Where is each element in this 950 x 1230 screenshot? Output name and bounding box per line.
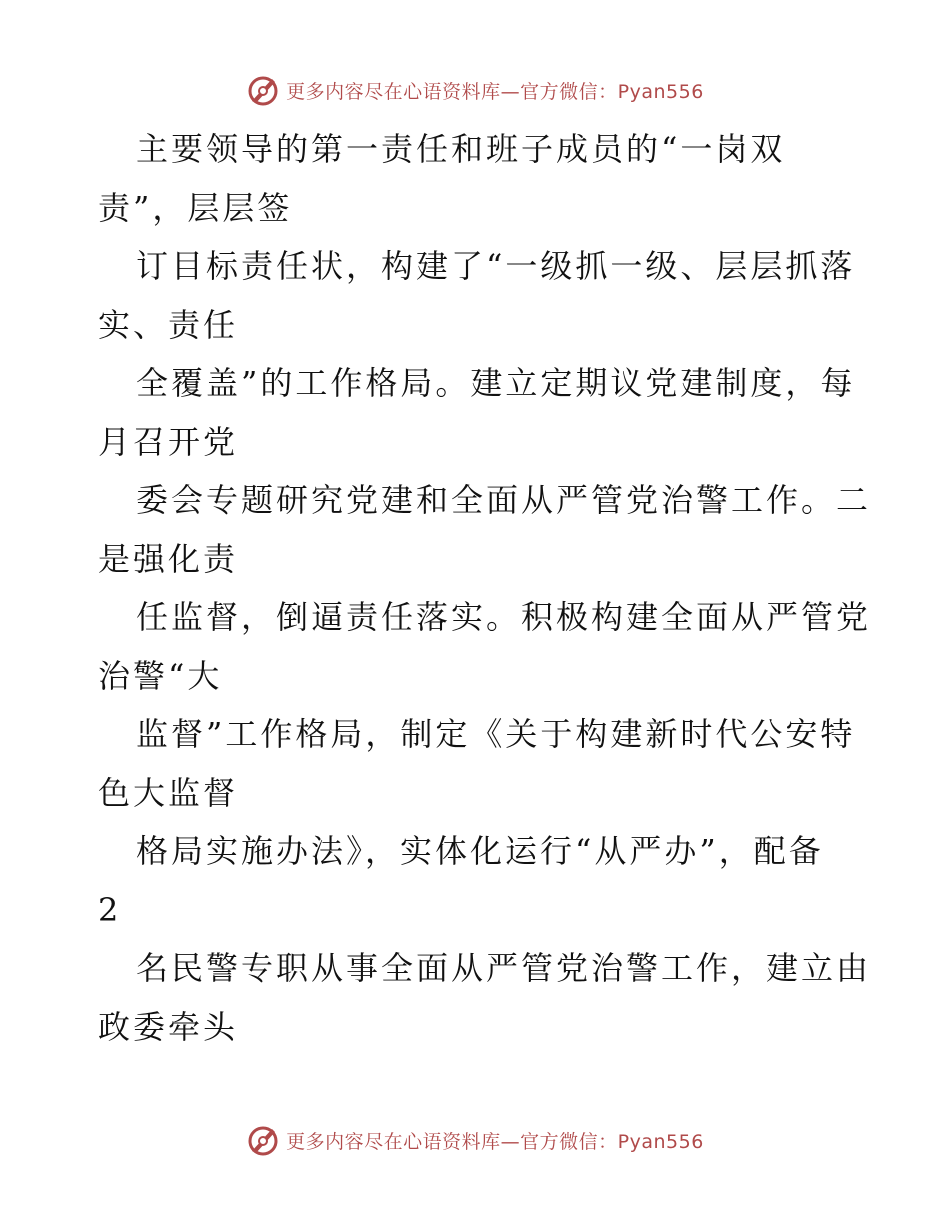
text-line: 是强化责 [98, 539, 239, 578]
quill-logo-icon [246, 73, 280, 107]
header-watermark-text: 更多内容尽在心语资料库—官方微信：Pyan556 [286, 80, 704, 103]
text-line: 名民警专职从事全面从严管党治警工作，建立由 [136, 949, 872, 987]
text-line: 实、责任 [98, 305, 239, 344]
quill-logo-icon [246, 1123, 280, 1157]
text-line: 月召开党 [98, 422, 239, 461]
header-watermark [0, 70, 950, 110]
text-line: 任监督，倒逼责任落实。积极构建全面从严管党 [136, 598, 872, 636]
footer-watermark [0, 1120, 950, 1160]
text-line: 政委牵头 [98, 1007, 239, 1046]
text-line: 格局实施办法》，实体化运行“从严办”，配备 [136, 832, 824, 870]
text-line: 订目标责任状，构建了“一级抓一级、层层抓落 [136, 247, 856, 285]
text-line: 责”，层层签 [98, 188, 293, 227]
text-line: 委会专题研究党建和全面从严管党治警工作。二 [136, 481, 872, 519]
document-body [98, 120, 872, 1056]
text-line: 监督”工作格局，制定《关于构建新时代公安特 [136, 715, 856, 753]
text-line: 治警“大 [98, 656, 223, 695]
footer-watermark-text: 更多内容尽在心语资料库—官方微信：Pyan556 [286, 1130, 704, 1153]
text-line: 色大监督 [98, 773, 239, 812]
text-line: 主要领导的第一责任和班子成员的“一岗双 [136, 130, 786, 168]
text-line: 全覆盖”的工作格局。建立定期议党建制度，每 [136, 364, 856, 402]
text-line: 2 [98, 890, 122, 929]
